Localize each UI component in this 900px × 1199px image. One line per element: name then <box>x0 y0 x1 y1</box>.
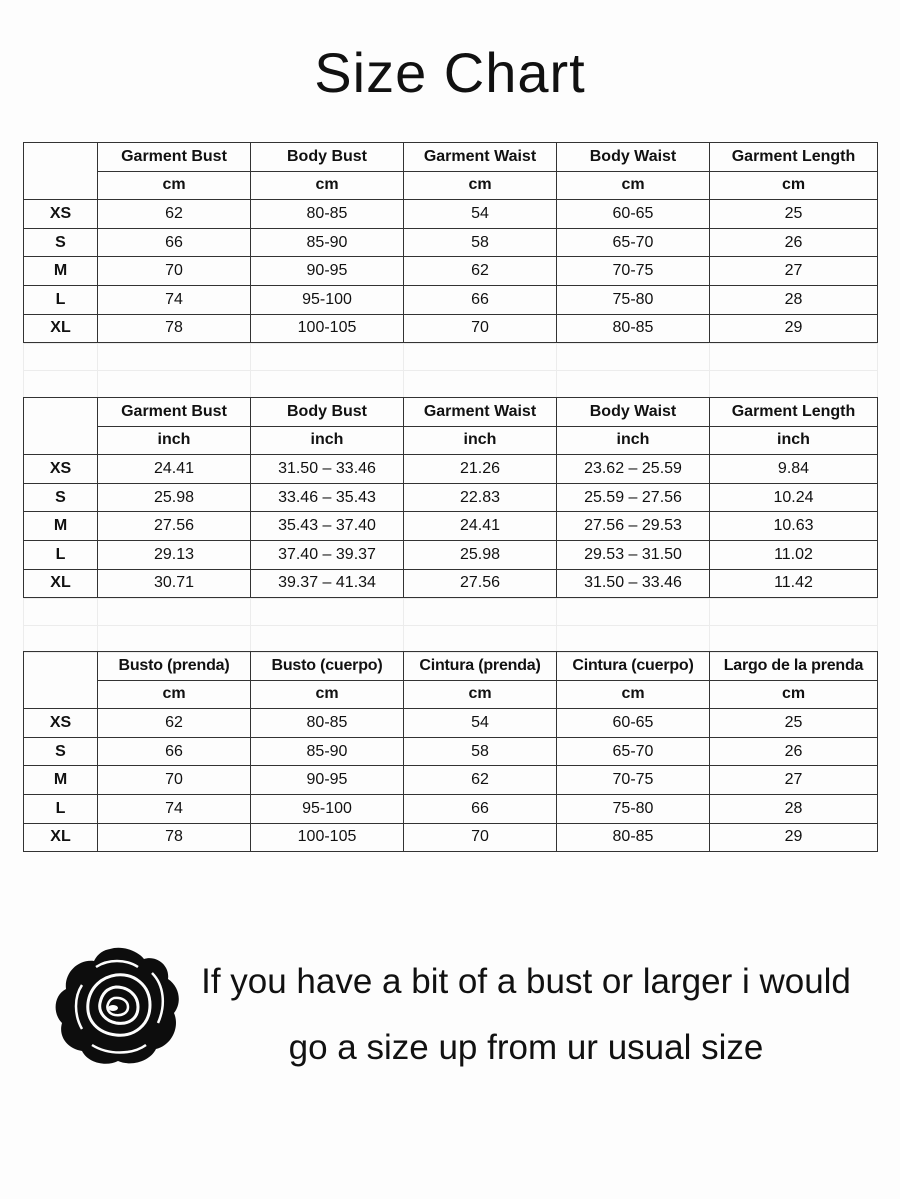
table-cell: 78 <box>98 314 251 343</box>
table-cell: 70 <box>404 314 557 343</box>
rose-icon <box>52 945 182 1067</box>
table-row <box>24 540 878 569</box>
size-label: L <box>24 540 98 569</box>
table-cell: 58 <box>404 737 557 766</box>
corner-cell <box>24 143 98 200</box>
table-cell: 75-80 <box>557 285 710 314</box>
table-cell: 90-95 <box>251 766 404 795</box>
table-cell: 66 <box>404 794 557 823</box>
unit-cell: cm <box>251 680 404 709</box>
unit-cell: inch <box>251 426 404 455</box>
corner-cell <box>24 398 98 455</box>
unit-cell: cm <box>251 171 404 200</box>
size-label: S <box>24 737 98 766</box>
table-cell: 26 <box>710 228 878 257</box>
column-header: Body Bust <box>251 143 404 172</box>
size-table-spanish <box>23 651 878 852</box>
column-header: Busto (cuerpo) <box>251 652 404 681</box>
header-row <box>24 652 878 681</box>
table-cell: 27 <box>710 257 878 286</box>
size-label: M <box>24 257 98 286</box>
table-row <box>24 512 878 541</box>
table-row <box>24 483 878 512</box>
sizing-note-line2: go a size up from ur usual size <box>288 1028 764 1067</box>
table-cell: 80-85 <box>251 200 404 229</box>
table-cell: 37.40 – 39.37 <box>251 540 404 569</box>
table-row <box>24 257 878 286</box>
corner-cell <box>24 652 98 709</box>
table-cell: 95-100 <box>251 285 404 314</box>
table-cell: 11.42 <box>710 569 878 598</box>
table-cell: 70 <box>404 823 557 852</box>
table-row <box>24 228 878 257</box>
table-cell: 78 <box>98 823 251 852</box>
size-label: M <box>24 766 98 795</box>
table-cell: 60-65 <box>557 200 710 229</box>
table-cell: 27.56 <box>404 569 557 598</box>
size-label: S <box>24 483 98 512</box>
unit-cell: cm <box>710 680 878 709</box>
size-label: S <box>24 228 98 257</box>
table-cell: 60-65 <box>557 709 710 738</box>
size-label: XS <box>24 709 98 738</box>
size-label: XS <box>24 455 98 484</box>
size-table-cm <box>23 142 878 343</box>
table-cell: 90-95 <box>251 257 404 286</box>
column-header: Body Waist <box>557 398 710 427</box>
spacer-grid <box>23 598 878 653</box>
table-row <box>24 794 878 823</box>
table-cell: 66 <box>98 737 251 766</box>
table-row <box>24 823 878 852</box>
table-cell: 100-105 <box>251 314 404 343</box>
unit-cell: inch <box>557 426 710 455</box>
table-row <box>24 285 878 314</box>
size-table-inch <box>23 397 878 598</box>
column-header: Garment Bust <box>98 398 251 427</box>
table-cell: 22.83 <box>404 483 557 512</box>
column-header: Garment Length <box>710 143 878 172</box>
table-cell: 25.59 – 27.56 <box>557 483 710 512</box>
unit-cell: cm <box>557 680 710 709</box>
table-cell: 24.41 <box>404 512 557 541</box>
column-header: Cintura (prenda) <box>404 652 557 681</box>
table-cell: 24.41 <box>98 455 251 484</box>
table-row <box>24 766 878 795</box>
table-cell: 9.84 <box>710 455 878 484</box>
table-cell: 75-80 <box>557 794 710 823</box>
table-cell: 39.37 – 41.34 <box>251 569 404 598</box>
table-cell: 27.56 <box>98 512 251 541</box>
table-cell: 95-100 <box>251 794 404 823</box>
unit-cell: inch <box>98 426 251 455</box>
table-cell: 27 <box>710 766 878 795</box>
unit-row <box>24 426 878 455</box>
table-row <box>24 200 878 229</box>
size-label: L <box>24 285 98 314</box>
table-cell: 26 <box>710 737 878 766</box>
column-header: Busto (prenda) <box>98 652 251 681</box>
table-cell: 80-85 <box>557 314 710 343</box>
table-cell: 54 <box>404 709 557 738</box>
table-cell: 70-75 <box>557 257 710 286</box>
table-row <box>24 569 878 598</box>
table-cell: 31.50 – 33.46 <box>251 455 404 484</box>
table-cell: 62 <box>404 257 557 286</box>
table-cell: 65-70 <box>557 737 710 766</box>
size-label: XL <box>24 823 98 852</box>
table-cell: 28 <box>710 285 878 314</box>
table-cell: 28 <box>710 794 878 823</box>
size-label: XL <box>24 314 98 343</box>
table-row <box>24 709 878 738</box>
table-cell: 70-75 <box>557 766 710 795</box>
column-header: Body Waist <box>557 143 710 172</box>
size-label: XL <box>24 569 98 598</box>
table-cell: 25.98 <box>404 540 557 569</box>
table-cell: 85-90 <box>251 228 404 257</box>
size-label: L <box>24 794 98 823</box>
table-cell: 66 <box>404 285 557 314</box>
spacer-grid <box>23 343 878 398</box>
table-cell: 35.43 – 37.40 <box>251 512 404 541</box>
table-cell: 33.46 – 35.43 <box>251 483 404 512</box>
table-cell: 62 <box>404 766 557 795</box>
table-cell: 74 <box>98 794 251 823</box>
table-cell: 29.13 <box>98 540 251 569</box>
unit-cell: cm <box>404 680 557 709</box>
table-cell: 25 <box>710 709 878 738</box>
sizing-note-line1: If you have a bit of a bust or larger i would <box>201 962 851 1001</box>
unit-row <box>24 680 878 709</box>
unit-cell: cm <box>98 680 251 709</box>
table-row <box>24 737 878 766</box>
unit-cell: cm <box>710 171 878 200</box>
table-cell: 29 <box>710 823 878 852</box>
unit-cell: cm <box>404 171 557 200</box>
column-header: Body Bust <box>251 398 404 427</box>
header-row <box>24 398 878 427</box>
table-row <box>24 455 878 484</box>
table-cell: 58 <box>404 228 557 257</box>
table-cell: 10.63 <box>710 512 878 541</box>
table-cell: 30.71 <box>98 569 251 598</box>
unit-row <box>24 171 878 200</box>
table-cell: 25 <box>710 200 878 229</box>
table-cell: 80-85 <box>251 709 404 738</box>
table-cell: 70 <box>98 257 251 286</box>
table-cell: 23.62 – 25.59 <box>557 455 710 484</box>
table-cell: 25.98 <box>98 483 251 512</box>
size-label: XS <box>24 200 98 229</box>
unit-cell: inch <box>710 426 878 455</box>
table-cell: 31.50 – 33.46 <box>557 569 710 598</box>
table-cell: 29 <box>710 314 878 343</box>
table-cell: 10.24 <box>710 483 878 512</box>
table-cell: 70 <box>98 766 251 795</box>
unit-cell: cm <box>557 171 710 200</box>
header-row <box>24 143 878 172</box>
table-cell: 100-105 <box>251 823 404 852</box>
table-cell: 62 <box>98 200 251 229</box>
column-header: Garment Bust <box>98 143 251 172</box>
column-header: Garment Waist <box>404 398 557 427</box>
column-header: Garment Length <box>710 398 878 427</box>
unit-cell: inch <box>404 426 557 455</box>
table-cell: 29.53 – 31.50 <box>557 540 710 569</box>
column-header: Largo de la prenda <box>710 652 878 681</box>
table-row <box>24 314 878 343</box>
page-title: Size Chart <box>314 41 586 104</box>
column-header: Garment Waist <box>404 143 557 172</box>
table-cell: 27.56 – 29.53 <box>557 512 710 541</box>
unit-cell: cm <box>98 171 251 200</box>
table-cell: 62 <box>98 709 251 738</box>
size-label: M <box>24 512 98 541</box>
table-cell: 66 <box>98 228 251 257</box>
table-cell: 21.26 <box>404 455 557 484</box>
column-header: Cintura (cuerpo) <box>557 652 710 681</box>
table-cell: 74 <box>98 285 251 314</box>
table-cell: 65-70 <box>557 228 710 257</box>
table-cell: 54 <box>404 200 557 229</box>
table-cell: 11.02 <box>710 540 878 569</box>
table-cell: 85-90 <box>251 737 404 766</box>
table-cell: 80-85 <box>557 823 710 852</box>
